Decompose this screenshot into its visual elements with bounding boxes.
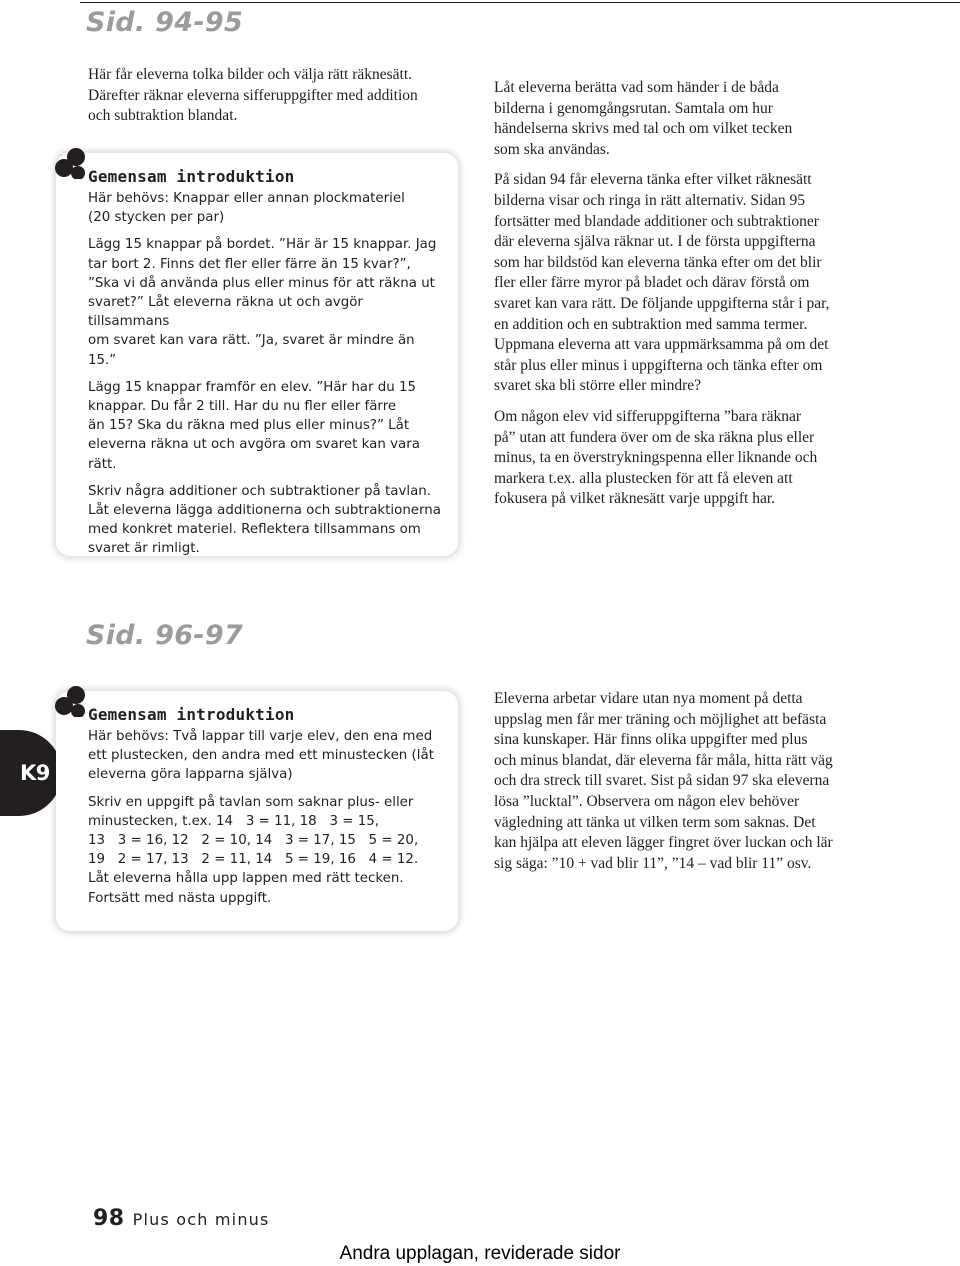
text-line: vägledning att tänka ut vilken term som saknas. Det <box>494 813 816 831</box>
text-line: en addition och en subtraktion med samma termer. <box>494 315 808 333</box>
text-line: Skriv en uppgift på tavlan som saknar plus- eller <box>88 794 414 810</box>
text-line: ”Ska vi då använda plus eller minus för att räkna ut <box>88 275 435 291</box>
section-title: Sid. 96-97 <box>86 620 244 651</box>
instruction-paragraph <box>88 793 442 908</box>
text-line: tar bort 2. Finns det fler eller färre än 15 kvar?”, <box>88 256 411 272</box>
text-line: knappar. Du får 2 till. Har du nu fler eller färre <box>88 399 397 415</box>
box-heading: Gemensam introduktion <box>88 167 295 186</box>
text-line: minus, ta en överstrykningspenna eller liknande och <box>494 449 818 467</box>
text-line: som har bildstöd kan eleverna tänka efter om det blir <box>494 253 822 271</box>
text-line: eleverna räkna ut och avgöra om svaret kan vara <box>88 437 420 453</box>
materials-paragraph <box>88 727 442 785</box>
text-line: Låt eleverna berätta vad som händer i de båda <box>494 79 779 96</box>
text-line: Uppmana eleverna att vara uppmärksamma på om det <box>494 336 829 354</box>
text-line: Lägg 15 knappar framför en elev. ”Här har du 15 <box>88 379 417 395</box>
text-line: eleverna göra lapparna själva) <box>88 767 293 783</box>
body-paragraph <box>494 407 880 510</box>
text-line: Låt eleverna hålla upp lappen med rätt tecken. <box>88 871 404 887</box>
intro-box <box>56 691 458 931</box>
text-line: bilderna i genomgångsrutan. Samtala om hur <box>494 99 773 117</box>
text-line: än 15? Ska du räkna med plus eller minus?” Låt <box>88 418 410 434</box>
text-line: svaret ska bli större eller mindre? <box>494 377 702 395</box>
text-line: kan hjälpa att eleven lägger fingret över luckan och lär <box>494 834 833 852</box>
chapter-badge-label: K9 <box>20 761 50 785</box>
section-title: Sid. 94-95 <box>86 7 244 38</box>
right-column-text <box>494 78 880 510</box>
text-line: svaret?” Låt eleverna räkna ut och avgör tillsammans <box>88 295 363 330</box>
text-line: Om någon elev vid sifferuppgifterna ”bara räknar <box>494 407 802 425</box>
materials-paragraph <box>88 189 442 227</box>
intro-box-content <box>88 167 442 559</box>
text-line: händelserna skrivs med tal och om vilket tecken <box>494 120 793 138</box>
chapter-badge <box>0 730 62 816</box>
text-line: rätt. <box>88 456 117 472</box>
intro-line: Här får eleverna tolka bilder och välja rätt räknesätt. <box>88 66 413 83</box>
text-line: minustecken, t.ex. 14 3 = 11, 18 3 = 15, <box>88 813 379 829</box>
text-line: svaret kan vara rätt. De följande uppgifterna står i par, <box>494 294 830 312</box>
text-line: om svaret kan vara rätt. ”Ja, svaret är mindre än 15.” <box>88 333 415 368</box>
instruction-paragraph <box>88 482 442 559</box>
page-footer <box>93 1206 270 1231</box>
text-line: där eleverna själva räknar ut. I de första uppgifterna <box>494 233 816 251</box>
page-number: 98 <box>93 1206 125 1231</box>
text-line: och minus blandat, där eleverna får måla, hitta rätt väg <box>494 751 833 769</box>
intro-line: Därefter räknar eleverna sifferuppgifter med addition <box>88 86 418 104</box>
text-line: och dra streck till svaret. Sist på sidan 97 ska eleverna <box>494 772 830 790</box>
text-line: står plus eller minus i uppgifterna och tänka efter om <box>494 356 823 374</box>
text-line: sig säga: ”10 + vad blir 11”, ”14 – vad blir 11” osv. <box>494 854 812 872</box>
text-line: bilderna visar och ringa in rätt alternativ. Sidan 95 <box>494 191 806 209</box>
text-line: Här behövs: Knappar eller annan plockmateriel <box>88 191 405 206</box>
text-line: svaret är rimligt. <box>88 541 200 557</box>
text-line: uppslag men får mer träning och möjlighet att befästa <box>494 710 827 728</box>
intro-text <box>88 65 468 127</box>
text-line: markera t.ex. alla plustecken för att få eleven att <box>494 469 793 487</box>
intro-box <box>56 153 458 556</box>
text-line: lösa ”lucktal”. Observera om någon elev behöver <box>494 792 800 810</box>
top-rule <box>80 2 960 3</box>
text-line: (20 stycken per par) <box>88 210 225 226</box>
box-heading: Gemensam introduktion <box>88 705 295 724</box>
text-line: Fortsätt med nästa uppgift. <box>88 890 272 906</box>
intro-box-content <box>88 705 442 908</box>
body-paragraph <box>494 689 880 874</box>
edition-note: Andra upplagan, reviderade sidor <box>339 1243 621 1264</box>
body-paragraph <box>494 78 880 160</box>
text-line: Låt eleverna lägga additionerna och subtraktionerna <box>88 503 442 519</box>
text-line: 13 3 = 16, 12 2 = 10, 14 3 = 17, 15 5 = 20, <box>88 833 419 849</box>
text-line: Här behövs: Två lappar till varje elev, den ena med <box>88 729 433 744</box>
text-line: Lägg 15 knappar på bordet. ”Här är 15 knappar. Jag <box>88 237 437 253</box>
text-line: fortsätter med blandade additioner och subtraktioner <box>494 212 819 230</box>
instruction-paragraph <box>88 235 442 369</box>
text-line: sina kunskaper. Här finns olika uppgifter med plus <box>494 731 808 749</box>
intro-line: och subtraktion blandat. <box>88 107 238 125</box>
text-line: Skriv några additioner och subtraktioner på tavlan. <box>88 483 432 499</box>
text-line: Eleverna arbetar vidare utan nya moment på detta <box>494 690 803 707</box>
right-column-text <box>494 689 880 874</box>
text-line: ett plustecken, den andra med ett minustecken (låt <box>88 748 434 764</box>
text-line: på” utan att fundera över om de ska räkna plus eller <box>494 428 815 446</box>
body-paragraph <box>494 170 880 397</box>
text-line: som ska användas. <box>494 140 610 158</box>
text-line: 19 2 = 17, 13 2 = 11, 14 5 = 19, 16 4 = 12. <box>88 852 419 868</box>
bullet-dots-icon <box>52 145 92 179</box>
text-line: fler eller färre myror på bladet och därav förstå om <box>494 274 810 292</box>
text-line: med konkret materiel. Reflektera tillsammans om <box>88 522 421 538</box>
text-line: På sidan 94 får eleverna tänka efter vilket räknesätt <box>494 171 812 189</box>
text-line: fokusera på vilket räknesätt varje uppgift har. <box>494 490 776 508</box>
chapter-name: Plus och minus <box>132 1210 270 1229</box>
instruction-paragraph <box>88 378 442 474</box>
bullet-dots-icon <box>52 683 92 717</box>
